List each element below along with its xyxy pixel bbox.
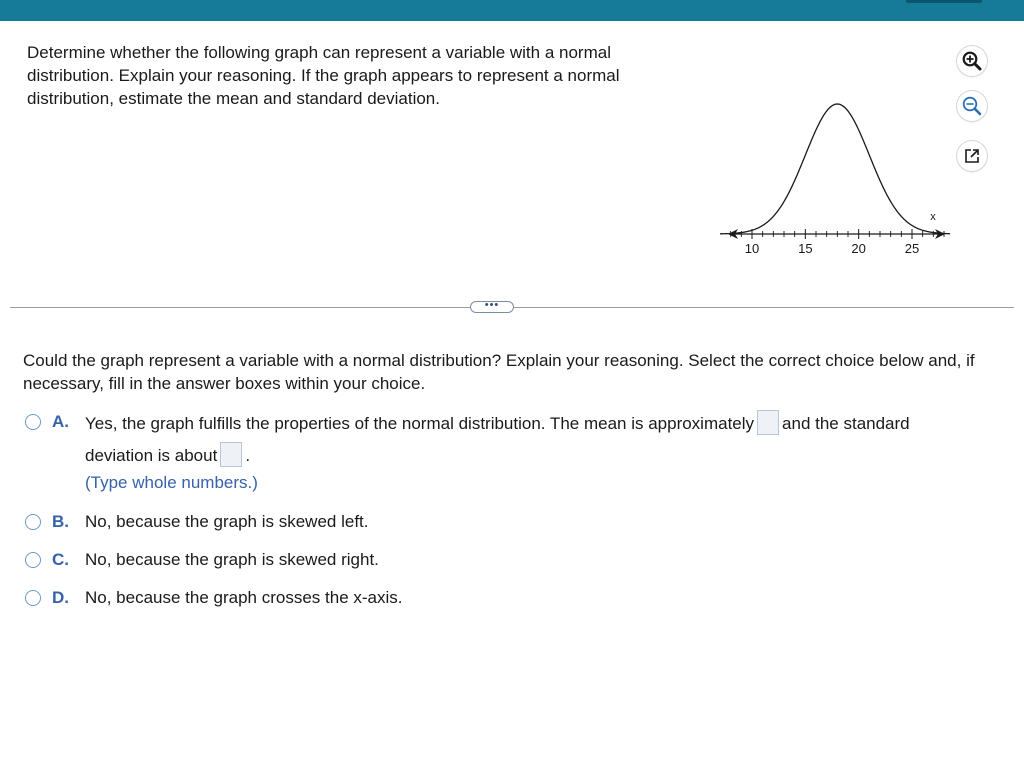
choice-a-line1: [85, 413, 910, 435]
choice-b-letter: B.: [52, 512, 69, 531]
popout-button[interactable]: [957, 141, 987, 171]
choice-a-text-part2: and the standard: [782, 414, 910, 433]
choice-a[interactable]: [25, 411, 1015, 501]
x-tick-label: 25: [904, 241, 920, 256]
choice-d-letter: D.: [52, 588, 69, 607]
zoom-in-icon: [961, 50, 983, 72]
choice-a-radio[interactable]: [25, 414, 41, 430]
choice-c-text: No, because the graph is skewed right.: [85, 550, 379, 569]
choice-a-text-end: .: [245, 446, 251, 465]
x-tick-label: 20: [851, 241, 866, 256]
prompt-text: Could the graph represent a variable with a normal distribution? Explain your reasoning. Select the correct choice below and, if necessary, fill in the answer boxes within your choice.: [23, 351, 975, 393]
x-tick-label: 10: [744, 241, 760, 256]
choice-b-text: No, because the graph is skewed left.: [85, 512, 369, 531]
mean-answer-box[interactable]: [757, 410, 779, 435]
zoom-out-icon: [961, 95, 983, 117]
more-options-button[interactable]: •••: [470, 301, 514, 313]
choice-a-text-part3: deviation is about: [85, 446, 218, 465]
normal-curve-line: [720, 104, 950, 234]
choice-a-hint: (Type whole numbers.): [85, 473, 258, 492]
zoom-in-button[interactable]: [957, 46, 987, 76]
choice-a-letter: A.: [52, 412, 69, 431]
choice-b-radio[interactable]: [25, 514, 41, 530]
choice-d-radio[interactable]: [25, 590, 41, 606]
popout-icon: [962, 146, 982, 166]
normal-curve-chart: [720, 98, 950, 260]
zoom-out-button[interactable]: [957, 91, 987, 121]
x-tick-label: 15: [798, 241, 813, 256]
top-bar-tab[interactable]: [906, 0, 982, 3]
top-bar: [0, 0, 1024, 21]
question-text: Determine whether the following graph can represent a variable with a normal distribution. Explain your reasoning. If the graph appears to represent a normal distribution, estimate the mean and standard deviation.: [27, 43, 620, 108]
choice-d-text: No, because the graph crosses the x-axis.: [85, 588, 403, 607]
sd-answer-box[interactable]: [220, 442, 242, 467]
x-axis-label: x: [930, 211, 936, 223]
choice-a-text-part1: Yes, the graph fulfills the properties of the normal distribution. The mean is approximately: [85, 414, 755, 433]
choice-c-letter: C.: [52, 550, 69, 569]
choice-a-line2: [85, 445, 250, 467]
choice-c-radio[interactable]: [25, 552, 41, 568]
